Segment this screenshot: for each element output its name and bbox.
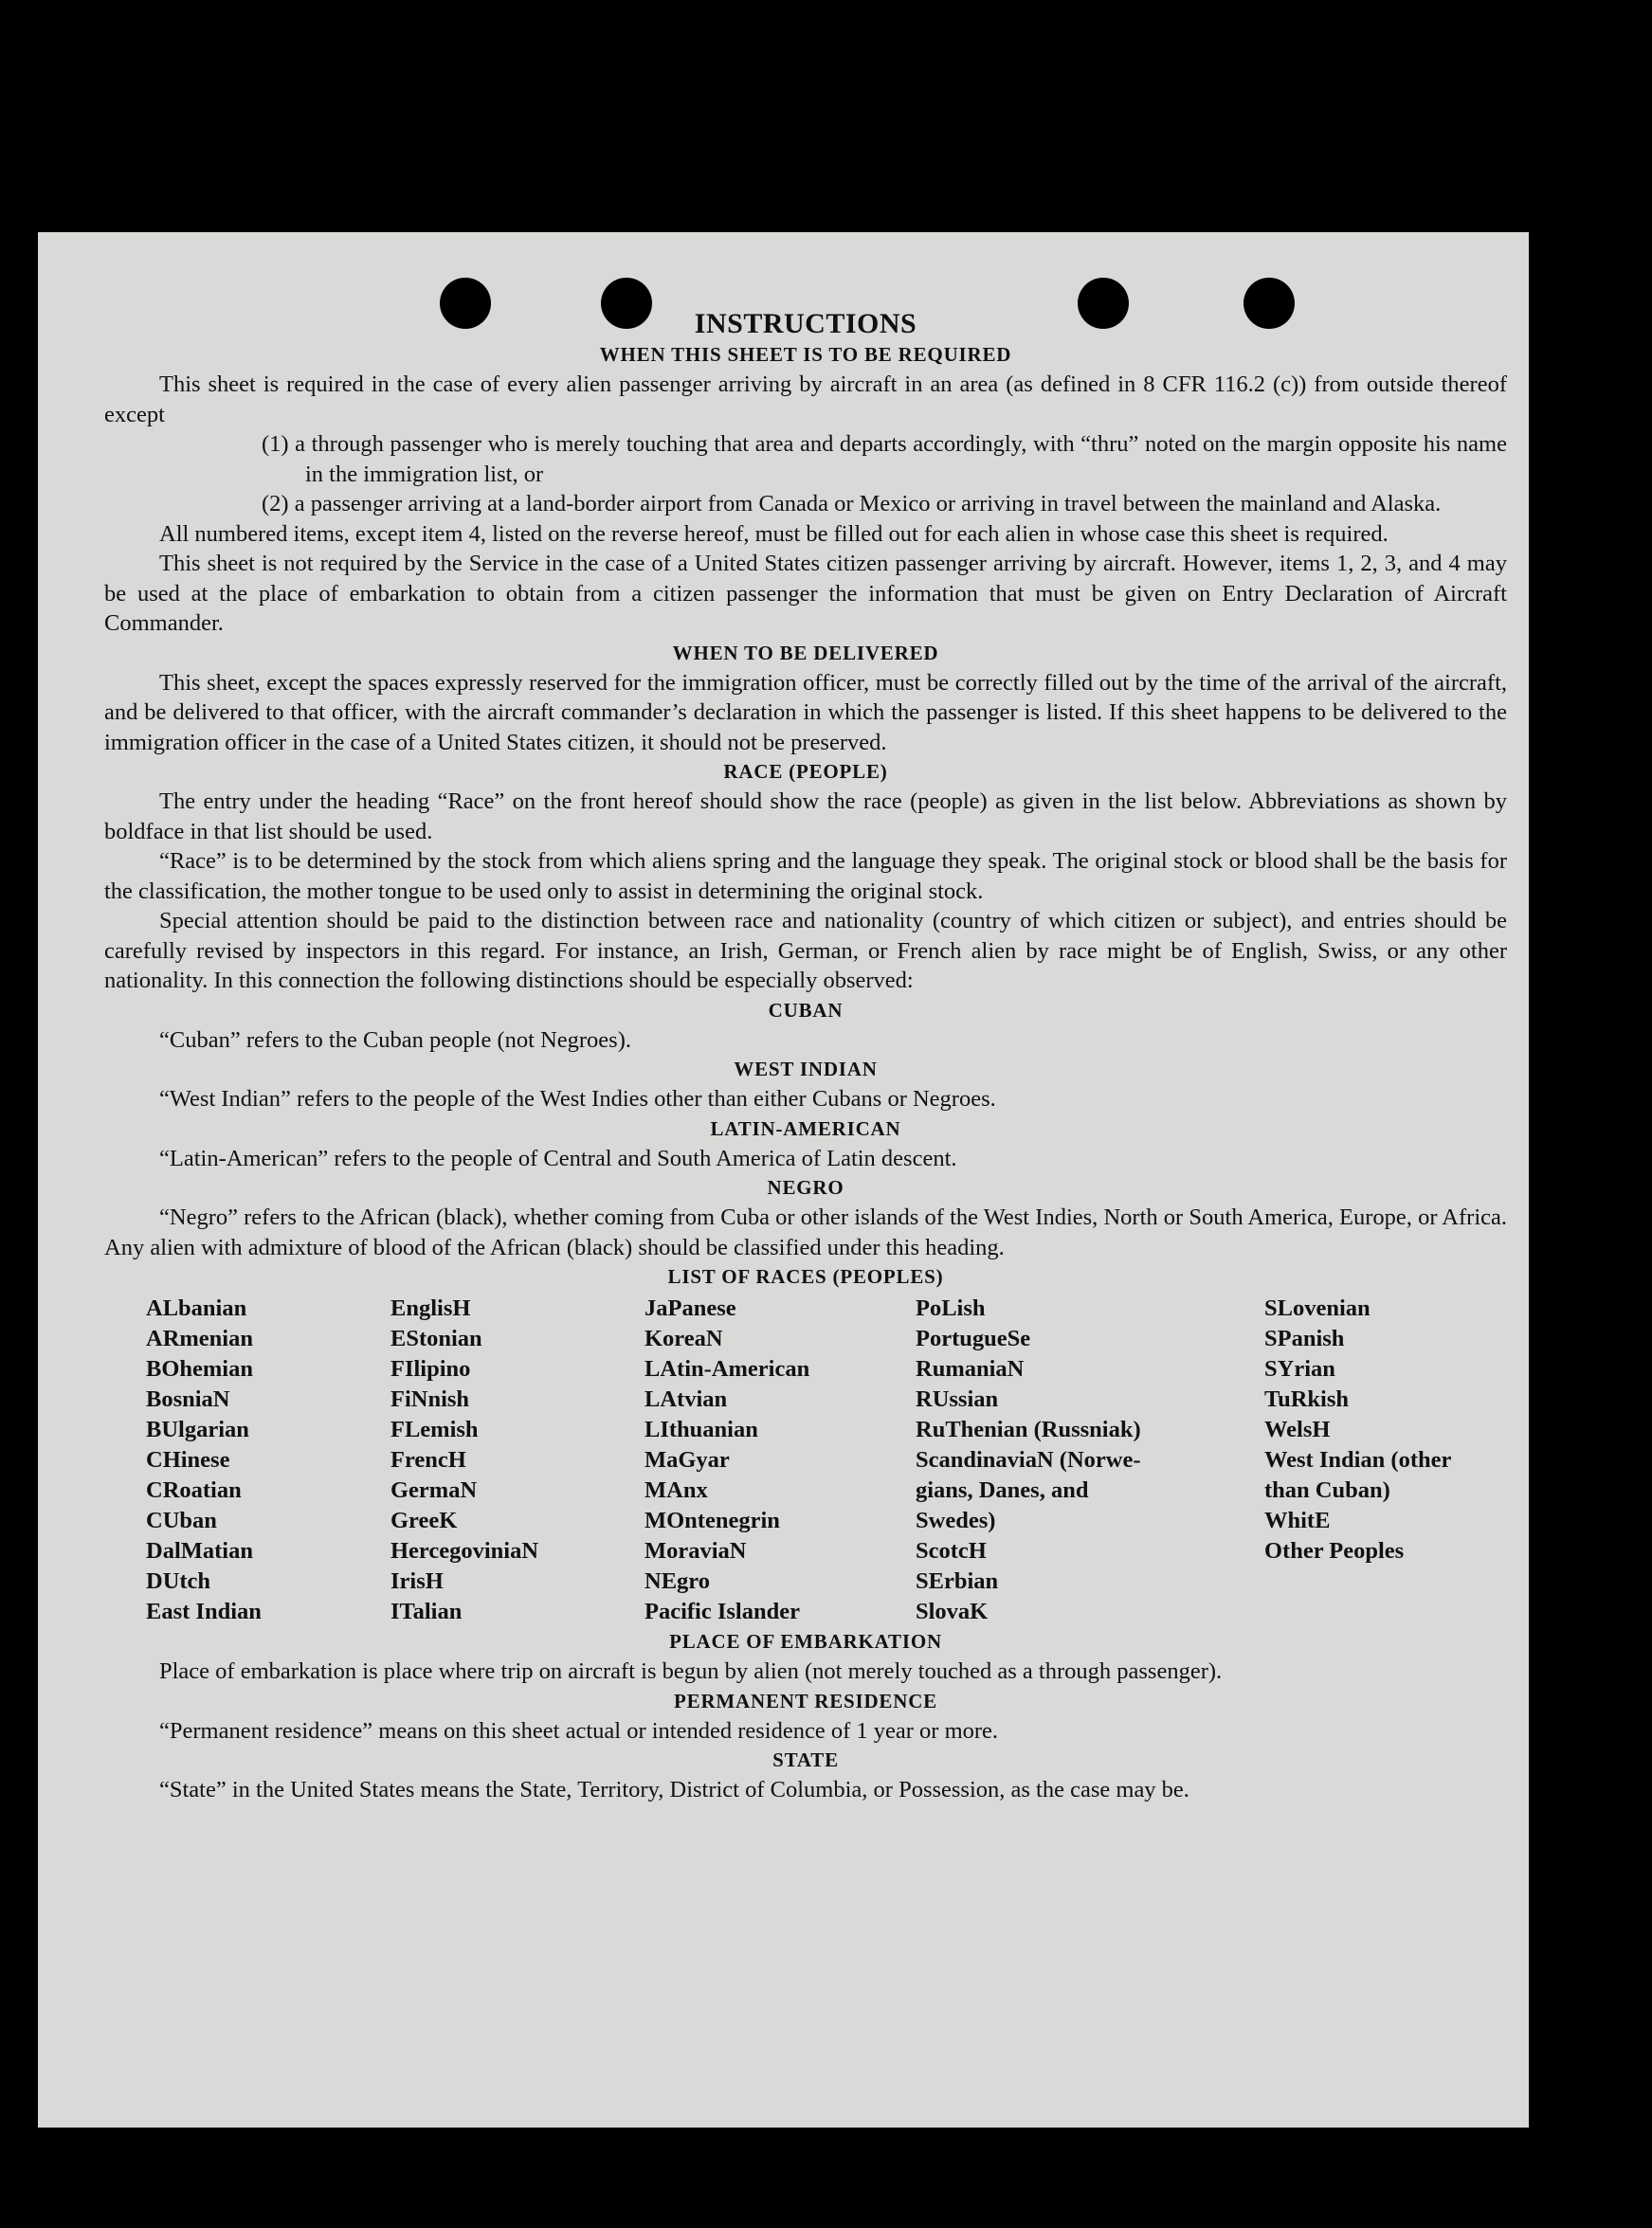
race-entry: CHinese — [146, 1447, 230, 1473]
race-entry: EStonian — [390, 1326, 482, 1351]
page-title: INSTRUCTIONS — [694, 308, 917, 339]
races-column — [390, 1294, 644, 1627]
race-entry: West Indian (other — [1264, 1447, 1452, 1473]
paragraph: “West Indian” refers to the people of the West Indies other than either Cubans or Negroes. — [159, 1086, 996, 1112]
race-entry: Swedes) — [916, 1508, 996, 1533]
race-entry: MAnx — [644, 1477, 708, 1503]
race-entry: SErbian — [916, 1568, 999, 1594]
races-list — [146, 1294, 1507, 1627]
paragraph: “Permanent residence” means on this sheet actual or intended residence of 1 year or more. — [159, 1717, 999, 1744]
section-heading: WHEN TO BE DELIVERED — [672, 641, 939, 664]
race-entry: IrisH — [390, 1568, 444, 1594]
section-heading: LATIN-AMERICAN — [710, 1116, 901, 1140]
race-entry: CUban — [146, 1508, 217, 1533]
race-entry: BosniaN — [146, 1386, 230, 1412]
race-entry: NEgro — [644, 1568, 710, 1594]
paragraph: Special attention should be paid to the distinction between race and nationality (country of which citizen or subject), and entries should be carefully revised by inspectors in this regard. For instance, an Irish, German, or French alien by race might be of English, Swiss, or any other nationality. In this connection the following distinctions should be especially observed: — [104, 908, 1507, 993]
paragraph: “State” in the United States means the State, Territory, District of Columbia, or Possession, as the case may be. — [159, 1777, 1189, 1802]
instructions-content — [104, 308, 1507, 1805]
race-entry: CRoatian — [146, 1477, 242, 1503]
race-entry: ScandinaviaN (Norwe- — [916, 1447, 1141, 1473]
race-entry: EnglisH — [390, 1295, 471, 1321]
race-entry: FrencH — [390, 1447, 466, 1473]
race-entry: WelsH — [1264, 1417, 1331, 1442]
race-entry: ALbanian — [146, 1295, 247, 1321]
paragraph: “Latin-American” refers to the people of Central and South America of Latin descent. — [159, 1145, 957, 1171]
section-heading: WEST INDIAN — [734, 1058, 878, 1080]
exception-item: (1) a through passenger who is merely touching that area and departs accordingly, with “thru” noted on the margin opposite his name in the immigration list, or — [262, 431, 1507, 487]
race-entry: DalMatian — [146, 1538, 253, 1564]
section-heading: CUBAN — [768, 998, 844, 1022]
race-entry: PortugueSe — [916, 1326, 1031, 1351]
race-entry: PoLish — [916, 1295, 986, 1321]
race-entry: SLovenian — [1264, 1295, 1371, 1321]
race-entry: LAtvian — [644, 1386, 728, 1412]
race-entry: MOntenegrin — [644, 1508, 780, 1533]
race-entry: FiNnish — [390, 1386, 470, 1412]
race-entry: ScotcH — [916, 1538, 987, 1564]
race-entry: DUtch — [146, 1568, 211, 1594]
section-heading: LIST OF RACES (PEOPLES) — [667, 1265, 944, 1288]
section-heading: NEGRO — [767, 1176, 844, 1199]
section-heading: WHEN THIS SHEET IS TO BE REQUIRED — [599, 343, 1012, 366]
race-entry: RUssian — [916, 1386, 999, 1412]
race-entry: RuThenian (Russniak) — [916, 1417, 1141, 1442]
paragraph: “Negro” refers to the African (black), whether coming from Cuba or other islands of the West Indies, North or South America, Europe, or Africa. Any alien with admixture of blood of the African (black) should be classified under this heading. — [104, 1205, 1507, 1260]
paragraph: “Race” is to be determined by the stock from which aliens spring and the language they speak. The original stock or blood shall be the basis for the classification, the mother tongue to be used only to assist in determining the original stock. — [104, 848, 1507, 904]
race-entry: gians, Danes, and — [916, 1477, 1089, 1503]
race-entry: WhitE — [1264, 1508, 1331, 1533]
race-entry: BUlgarian — [146, 1417, 249, 1442]
race-entry: FIlipino — [390, 1356, 471, 1382]
race-entry: BOhemian — [146, 1356, 253, 1382]
section-heading: STATE — [772, 1748, 839, 1771]
paragraph: “Cuban” refers to the Cuban people (not Negroes). — [159, 1026, 631, 1053]
race-entry: FLemish — [390, 1417, 479, 1442]
race-entry: MaGyar — [644, 1447, 730, 1473]
race-entry: SlovaK — [916, 1599, 989, 1624]
race-entry: LIthuanian — [644, 1417, 758, 1442]
races-column — [1264, 1294, 1520, 1627]
race-entry: LAtin-American — [644, 1356, 810, 1382]
race-entry: HercegoviniaN — [390, 1538, 539, 1564]
paragraph: All numbered items, except item 4, listed on the reverse hereof, must be filled out for each alien in whose case this sheet is required. — [159, 520, 1389, 547]
races-column — [916, 1294, 1264, 1627]
section-heading: RACE (PEOPLE) — [723, 760, 888, 783]
paragraph: The entry under the heading “Race” on the front hereof should show the race (people) as given in the list below. Abbreviations as shown by boldface in that list should be used. — [104, 788, 1507, 844]
race-entry: Pacific Islander — [644, 1599, 800, 1624]
race-entry: than Cuban) — [1264, 1477, 1390, 1503]
paragraph: This sheet is required in the case of every alien passenger arriving by aircraft in an area (as defined in 8 CFR 116.2 (c)) from outside thereof except — [104, 371, 1507, 427]
race-entry: Other Peoples — [1264, 1538, 1405, 1564]
section-heading: PERMANENT RESIDENCE — [674, 1689, 937, 1712]
paragraph: This sheet, except the spaces expressly reserved for the immigration officer, must be correctly filled out by the time of the arrival of the aircraft, and be delivered to that officer, with the aircraft commander’s declaration in which the passenger is listed. If this sheet happens to be delivered to the immigration officer in the case of a United States citizen, it should not be preserved. — [104, 669, 1507, 755]
race-entry: SYrian — [1264, 1356, 1335, 1382]
race-entry: TuRkish — [1264, 1386, 1350, 1412]
race-entry: SPanish — [1264, 1326, 1345, 1351]
race-entry: KoreaN — [644, 1326, 723, 1351]
exception-item: (2) a passenger arriving at a land-border airport from Canada or Mexico or arriving in travel between the mainland and Alaska. — [262, 491, 1442, 516]
race-entry: GermaN — [390, 1477, 478, 1503]
races-column — [146, 1294, 390, 1627]
section-heading: PLACE OF EMBARKATION — [669, 1630, 942, 1653]
paragraph: Place of embarkation is place where trip on aircraft is begun by alien (not merely touched as a through passenger). — [159, 1658, 1223, 1684]
paragraph: This sheet is not required by the Service in the case of a United States citizen passenger arriving by aircraft. However, items 1, 2, 3, and 4 may be used at the place of embarkation to obtain from a citizen passenger the information that must be given on Entry Declaration of Aircraft Commander. — [104, 551, 1507, 636]
race-entry: MoraviaN — [644, 1538, 747, 1564]
race-entry: RumaniaN — [916, 1356, 1025, 1382]
race-entry: East Indian — [146, 1599, 262, 1624]
race-entry: ITalian — [390, 1599, 463, 1624]
race-entry: GreeK — [390, 1508, 458, 1533]
race-entry: JaPanese — [644, 1295, 736, 1321]
race-entry: ARmenian — [146, 1326, 253, 1351]
races-column — [644, 1294, 916, 1627]
